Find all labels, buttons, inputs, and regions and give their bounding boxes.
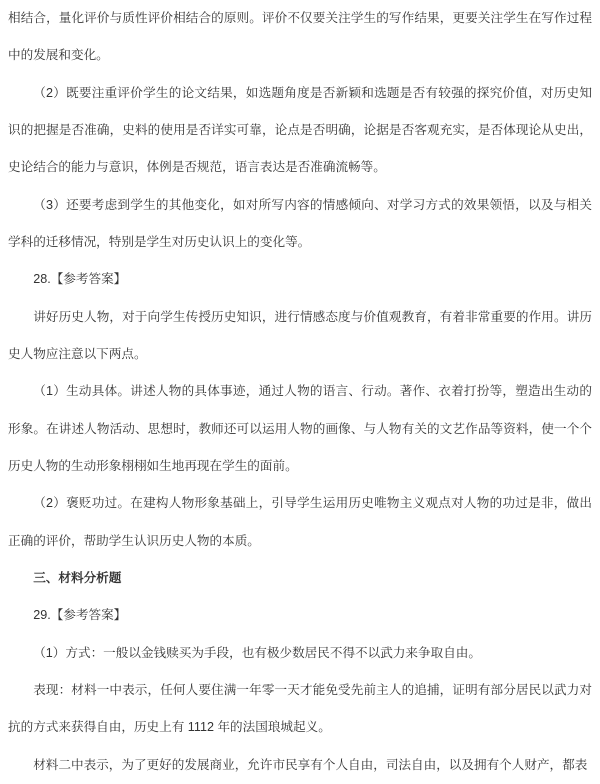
section-heading-material-analysis: 三、材料分析题 — [33, 570, 122, 585]
answer-29-label: 29.【参考答案】 — [33, 608, 127, 623]
answer-28-point-1: （1）生动具体。讲述人物的具体事迹，通过人物的语言、行动。著作、衣着打扮等，塑造出生动的形象。在讲述人物活动、思想时，教师还可以运用人物的画像、与人物有关的文艺作品等资料，使一个个历史人物的生动形象栩栩如生地再现在学生的面前。 — [8, 384, 592, 473]
answer-29-point-1-evidence-material-1: 表现：材料一中表示，任何人要住满一年零一天才能免受先前主人的追捕，证明有部分居民以武力对抗的方式来获得自由，历史上有 1112 年的法国琅城起义。 — [8, 682, 592, 735]
paragraph-evaluation-point-3: （3）还要考虑到学生的其他变化，如对所写内容的情感倾向、对学习方式的效果领悟，以及与相关学科的迁移情况，特别是学生对历史认识上的变化等。 — [8, 197, 592, 249]
paragraph-evaluation-point-2: （2）既要注重评价学生的论文结果，如选题角度是否新颖和选题是否有较强的探究价值，对历史知识的把握是否准确，史料的使用是否详实可靠，论点是否明确，论据是否客观充实，是否体现论从史出，史论结合的能力与意识，体例是否规范，语言表达是否准确流畅等。 — [8, 85, 592, 175]
answer-28-intro: 讲好历史人物，对于向学生传授历史知识，进行情感态度与价值观教育，有着非常重要的作用。讲历史人物应注意以下两点。 — [8, 309, 592, 361]
answer-29-point-1-evidence-material-2: 材料二中表示，为了更好的发展商业，允许市民享有个人自由，司法自由，以及拥有个人财产，都表 — [33, 757, 588, 772]
answer-29-point-1-method: （1）方式：一般以金钱赎买为手段，也有极少数居民不得不以武力来争取自由。 — [33, 645, 481, 660]
answer-28-point-2: （2）褒贬功过。在建构人物形象基础上，引导学生运用历史唯物主义观点对人物的功过是非，做出正确的评价，帮助学生认识历史人物的本质。 — [8, 496, 592, 548]
paragraph-continuation: 相结合，量化评价与质性评价相结合的原则。评价不仅要关注学生的写作结果，更要关注学生在写作过程中的发展和变化。 — [8, 11, 592, 63]
answer-28-label: 28.【参考答案】 — [33, 272, 127, 287]
